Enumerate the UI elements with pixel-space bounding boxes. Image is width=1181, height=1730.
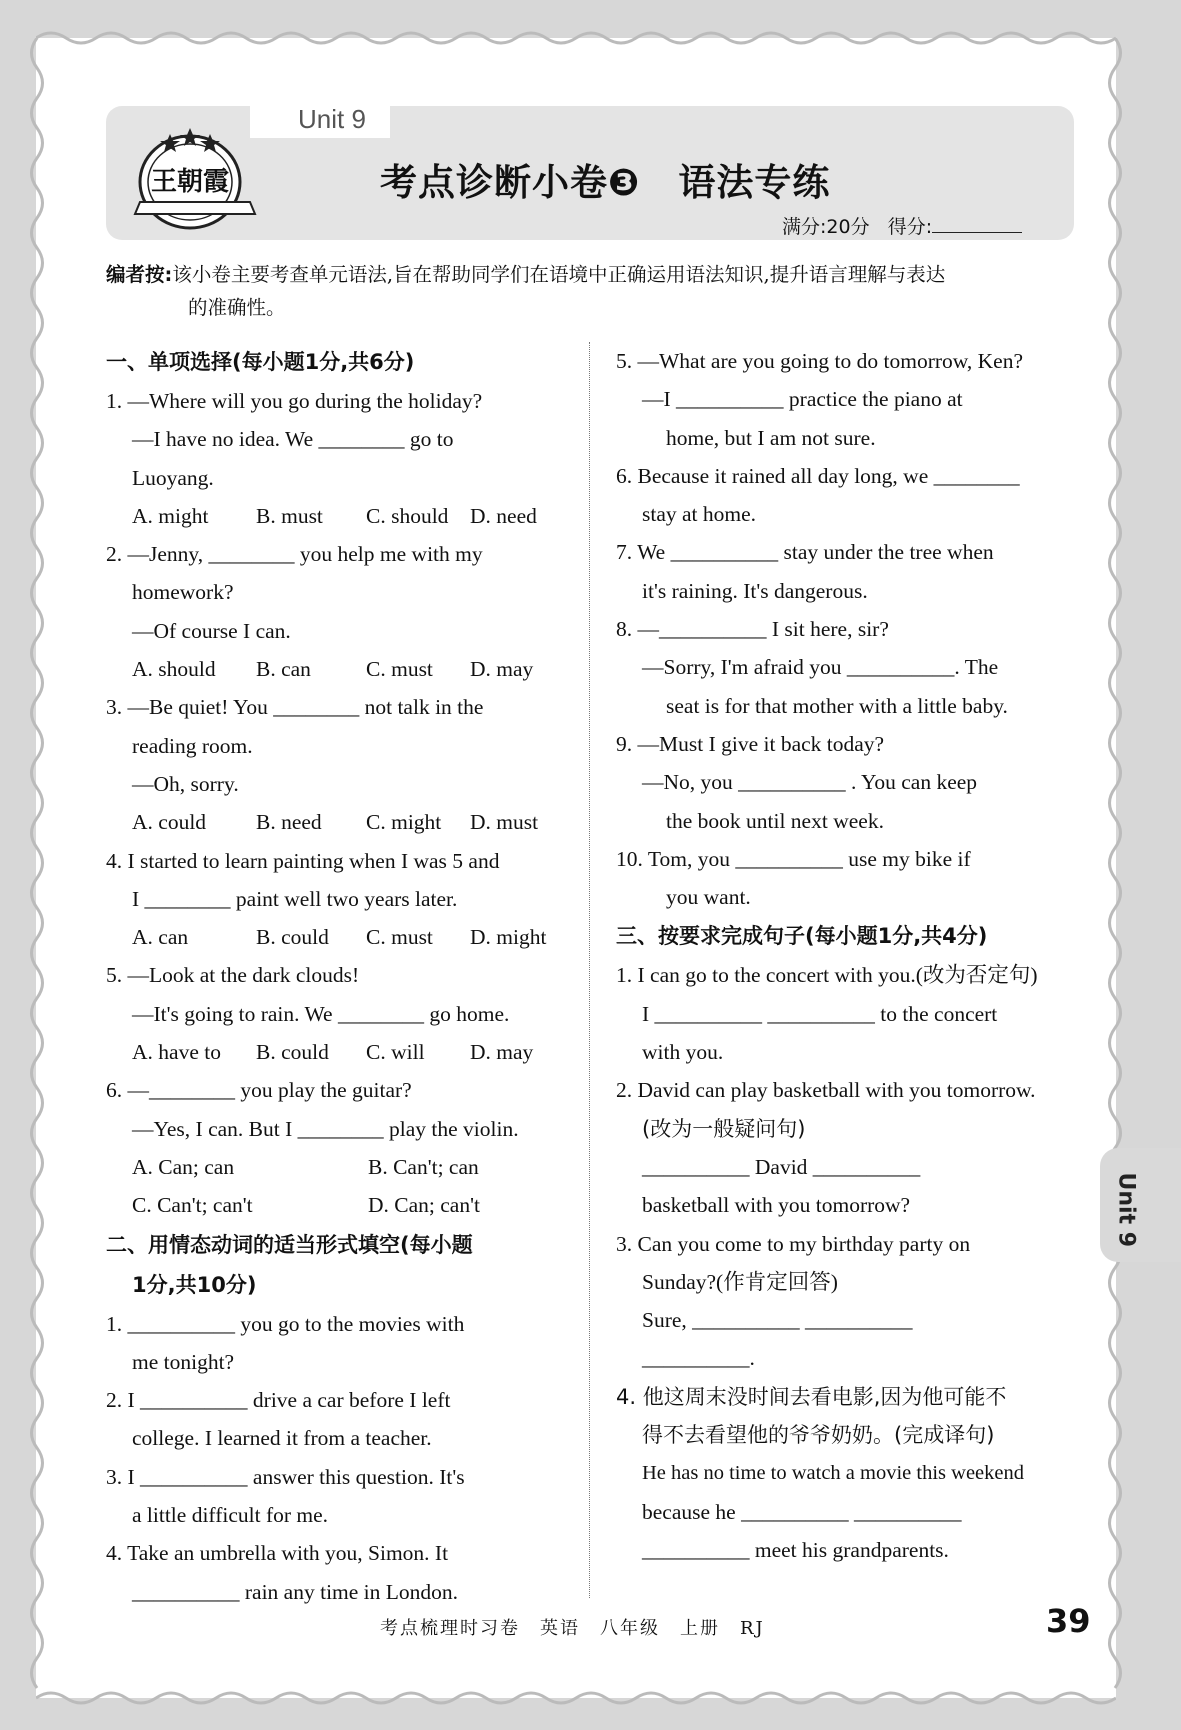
score-blank[interactable] (932, 214, 1022, 233)
section-2-title-2: 1分,共10分) (132, 1272, 257, 1297)
question-line: the book until next week. (666, 808, 884, 833)
question-line: home, but I am not sure. (666, 425, 876, 450)
options-row (106, 1033, 562, 1071)
option[interactable]: A. have to (132, 1040, 221, 1065)
page-number: 39 (1046, 1602, 1091, 1640)
question-line: it's raining. It's dangerous. (642, 578, 868, 603)
publisher-logo-icon (130, 122, 260, 234)
option[interactable]: C. Can't; can't (132, 1193, 253, 1218)
question-line: Luoyang. (132, 465, 214, 490)
full-score: 满分:20分 (782, 216, 870, 238)
question-line: a little difficult for me. (132, 1503, 329, 1528)
question-line: __________ David __________ (642, 1154, 921, 1179)
question-line: 1. —Where will you go during the holiday? (106, 389, 483, 413)
editor-note (106, 258, 1076, 324)
option[interactable]: B. could (256, 1040, 329, 1065)
question-line: 10. Tom, you __________ use my bike if (616, 846, 971, 871)
option[interactable]: B. need (256, 810, 322, 835)
question-line: (改为一般疑问句) (642, 1116, 806, 1141)
options-row (106, 650, 562, 688)
question-line: —I have no idea. We ________ go to (132, 427, 454, 452)
option[interactable]: C. will (366, 1040, 425, 1065)
editor-note-text: 该小卷主要考查单元语法,旨在帮助同学们在语境中正确运用语法知识,提升语言理解与表达 (172, 263, 946, 286)
question-line: —Sorry, I'm afraid you __________. The (642, 655, 999, 680)
section-1-title: 一、单项选择(每小题1分,共6分) (106, 350, 415, 374)
question-line: __________. (642, 1346, 755, 1371)
question-line: you want. (666, 885, 751, 910)
option[interactable]: C. must (366, 925, 433, 950)
question-line: —Oh, sorry. (132, 771, 239, 796)
question-line: 6. Because it rained all day long, we ________ (616, 463, 1020, 488)
question-line: 4. Take an umbrella with you, Simon. It (106, 1541, 449, 1566)
right-column (616, 342, 1074, 1569)
option[interactable]: B. could (256, 925, 329, 950)
question-line: 1. I can go to the concert with you.(改为否定句) (616, 963, 1038, 988)
question-line: 8. —__________ I sit here, sir? (616, 617, 889, 642)
section-3-title: 三、按要求完成句子(每小题1分,共4分) (616, 924, 988, 949)
question-line: —Of course I can. (132, 618, 291, 643)
question-line: I __________ __________ to the concert (642, 1001, 998, 1026)
wave-border-right (1104, 38, 1126, 1698)
question-line: 3. I __________ answer this question. It's (106, 1464, 465, 1489)
wave-border-left (26, 38, 48, 1698)
option[interactable]: D. Can; can't (368, 1193, 480, 1218)
question-line: 4. 他这周末没时间去看电影,因为他可能不 (616, 1384, 1007, 1409)
column-divider (589, 342, 590, 1598)
question-line: I ________ paint well two years later. (132, 886, 458, 911)
question-line: __________ meet his grandparents. (642, 1537, 949, 1562)
question-line: homework? (132, 580, 234, 605)
option[interactable]: D. might (470, 925, 547, 950)
svg-text:王朝霞: 王朝霞 (150, 167, 230, 197)
question-line: —Yes, I can. But I ________ play the violin. (132, 1116, 519, 1141)
options-row (106, 918, 562, 956)
question-line: 1. __________ you go to the movies with (106, 1311, 465, 1336)
option[interactable]: A. might (132, 503, 209, 528)
question-line: 6. —________ you play the guitar? (106, 1078, 412, 1103)
option[interactable]: A. should (132, 657, 216, 682)
option[interactable]: D. may (470, 1040, 534, 1065)
question-line: stay at home. (642, 502, 757, 527)
editor-note-label: 编者按: (106, 263, 173, 286)
question-line: seat is for that mother with a little baby. (666, 693, 1008, 718)
option[interactable]: D. need (470, 503, 537, 528)
question-line: —It's going to rain. We ________ go home. (132, 1001, 510, 1026)
question-line: 5. —What are you going to do tomorrow, Ken? (616, 349, 1024, 373)
footer-text: 考点梳理时习卷 英语 八年级 上册 RJ (380, 1618, 765, 1639)
question-line: —No, you __________ . You can keep (642, 770, 978, 795)
question-line: with you. (642, 1040, 724, 1065)
option[interactable]: C. must (366, 657, 433, 682)
question-line: college. I learned it from a teacher. (132, 1426, 432, 1451)
question-line: Sunday?(作肯定回答) (642, 1269, 838, 1294)
unit-label: Unit 9 (298, 104, 366, 134)
score-label: 得分: (887, 216, 933, 238)
option[interactable]: C. should (366, 503, 449, 528)
question-line: because he __________ __________ (642, 1499, 962, 1524)
option[interactable]: D. may (470, 657, 534, 682)
question-line: 2. I __________ drive a car before I left (106, 1388, 451, 1413)
option[interactable]: D. must (470, 810, 539, 835)
question-line: 3. Can you come to my birthday party on (616, 1231, 971, 1256)
question-line: Sure, __________ __________ (642, 1308, 913, 1333)
question-line: 3. —Be quiet! You ________ not talk in the (106, 695, 484, 720)
options-row (106, 1186, 562, 1224)
left-column (106, 342, 562, 1611)
editor-note-text-2: 的准确性。 (188, 296, 286, 319)
question-line: 得不去看望他的爷爷奶奶。(完成译句) (642, 1423, 995, 1448)
question-line: basketball with you tomorrow? (642, 1193, 911, 1218)
page-title: 考点诊断小卷❸ 语法专练 (380, 161, 831, 204)
question-line: 2. David can play basketball with you tomorrow. (616, 1078, 1036, 1103)
option[interactable]: A. Can; can (132, 1154, 235, 1179)
options-row (106, 803, 562, 841)
options-row (106, 497, 562, 535)
question-line: 9. —Must I give it back today? (616, 731, 885, 756)
wave-border-top (36, 28, 1116, 48)
section-2-title: 二、用情态动词的适当形式填空(每小题 (106, 1232, 473, 1257)
option[interactable]: B. Can't; can (368, 1154, 479, 1179)
wave-border-bottom (36, 1688, 1116, 1708)
question-line: —I __________ practice the piano at (642, 387, 963, 412)
question-line: reading room. (132, 733, 253, 758)
side-unit-label: Unit 9 (1113, 1172, 1139, 1248)
question-line: He has no time to watch a movie this weekend (642, 1462, 1024, 1485)
option[interactable]: C. might (366, 810, 442, 835)
option[interactable]: A. could (132, 810, 207, 835)
question-line: 7. We __________ stay under the tree when (616, 540, 994, 565)
question-line: 4. I started to learn painting when I was 5 and (106, 848, 500, 873)
options-row (106, 1148, 562, 1186)
option[interactable]: B. must (256, 503, 323, 528)
question-line: 2. —Jenny, ________ you help me with my (106, 542, 483, 567)
question-line: __________ rain any time in London. (132, 1579, 459, 1604)
option[interactable]: B. can (256, 657, 311, 682)
side-unit-tab (1100, 1148, 1181, 1262)
score-line (782, 212, 1022, 239)
question-line: 5. —Look at the dark clouds! (106, 963, 360, 988)
option[interactable]: A. can (132, 925, 189, 950)
question-line: me tonight? (132, 1349, 235, 1374)
